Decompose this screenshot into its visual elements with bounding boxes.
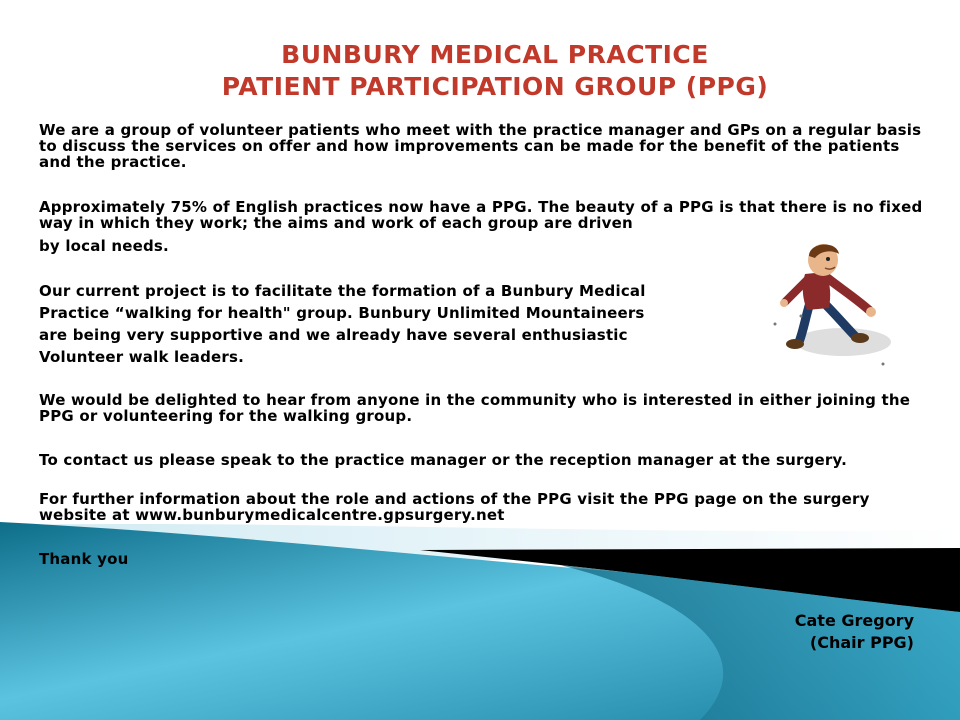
- project-paragraph: [39, 280, 759, 368]
- project-line-1: Our current project is to facilitate the formation of a Bunbury Medical: [39, 282, 646, 300]
- project-line-4: Volunteer walk leaders.: [39, 348, 245, 366]
- signature-role: (Chair PPG): [809, 633, 914, 652]
- project-line-3: are being very supportive and we already have several enthusiastic: [39, 326, 628, 344]
- thank-you-text: Thank you: [39, 550, 129, 568]
- intro-paragraph: We are a group of volunteer patients who meet with the practice manager and GPs on a regular basis to discuss the services on offer and how improvements can be made for the benefit of the patients and the practice.: [39, 121, 922, 171]
- walking-man-icon: [765, 240, 895, 370]
- website-paragraph: For further information about the role and actions of the PPG visit the PPG page on the surgery website at www.bunburymedicalcentre.gpsurgery.net: [39, 490, 870, 524]
- signature: [795, 610, 914, 654]
- page-title-line2: PATIENT PARTICIPATION GROUP (PPG): [221, 72, 769, 101]
- stats-paragraph: Approximately 75% of English practices now have a PPG. The beauty of a PPG is that there is no fixed way in which they work; the aims and work of each group are driven: [39, 198, 923, 232]
- project-line-2: Practice “walking for health" group. Bunbury Unlimited Mountaineers: [39, 304, 645, 322]
- stats-paragraph-end: by local needs.: [39, 237, 169, 255]
- page-title-line1: BUNBURY MEDICAL PRACTICE: [281, 40, 709, 69]
- contact-paragraph: To contact us please speak to the practice manager or the reception manager at the surgery.: [39, 451, 847, 469]
- signature-name: Cate Gregory: [794, 611, 914, 630]
- invite-paragraph: We would be delighted to hear from anyone in the community who is interested in either joining the PPG or volunteering for the walking group.: [39, 391, 911, 425]
